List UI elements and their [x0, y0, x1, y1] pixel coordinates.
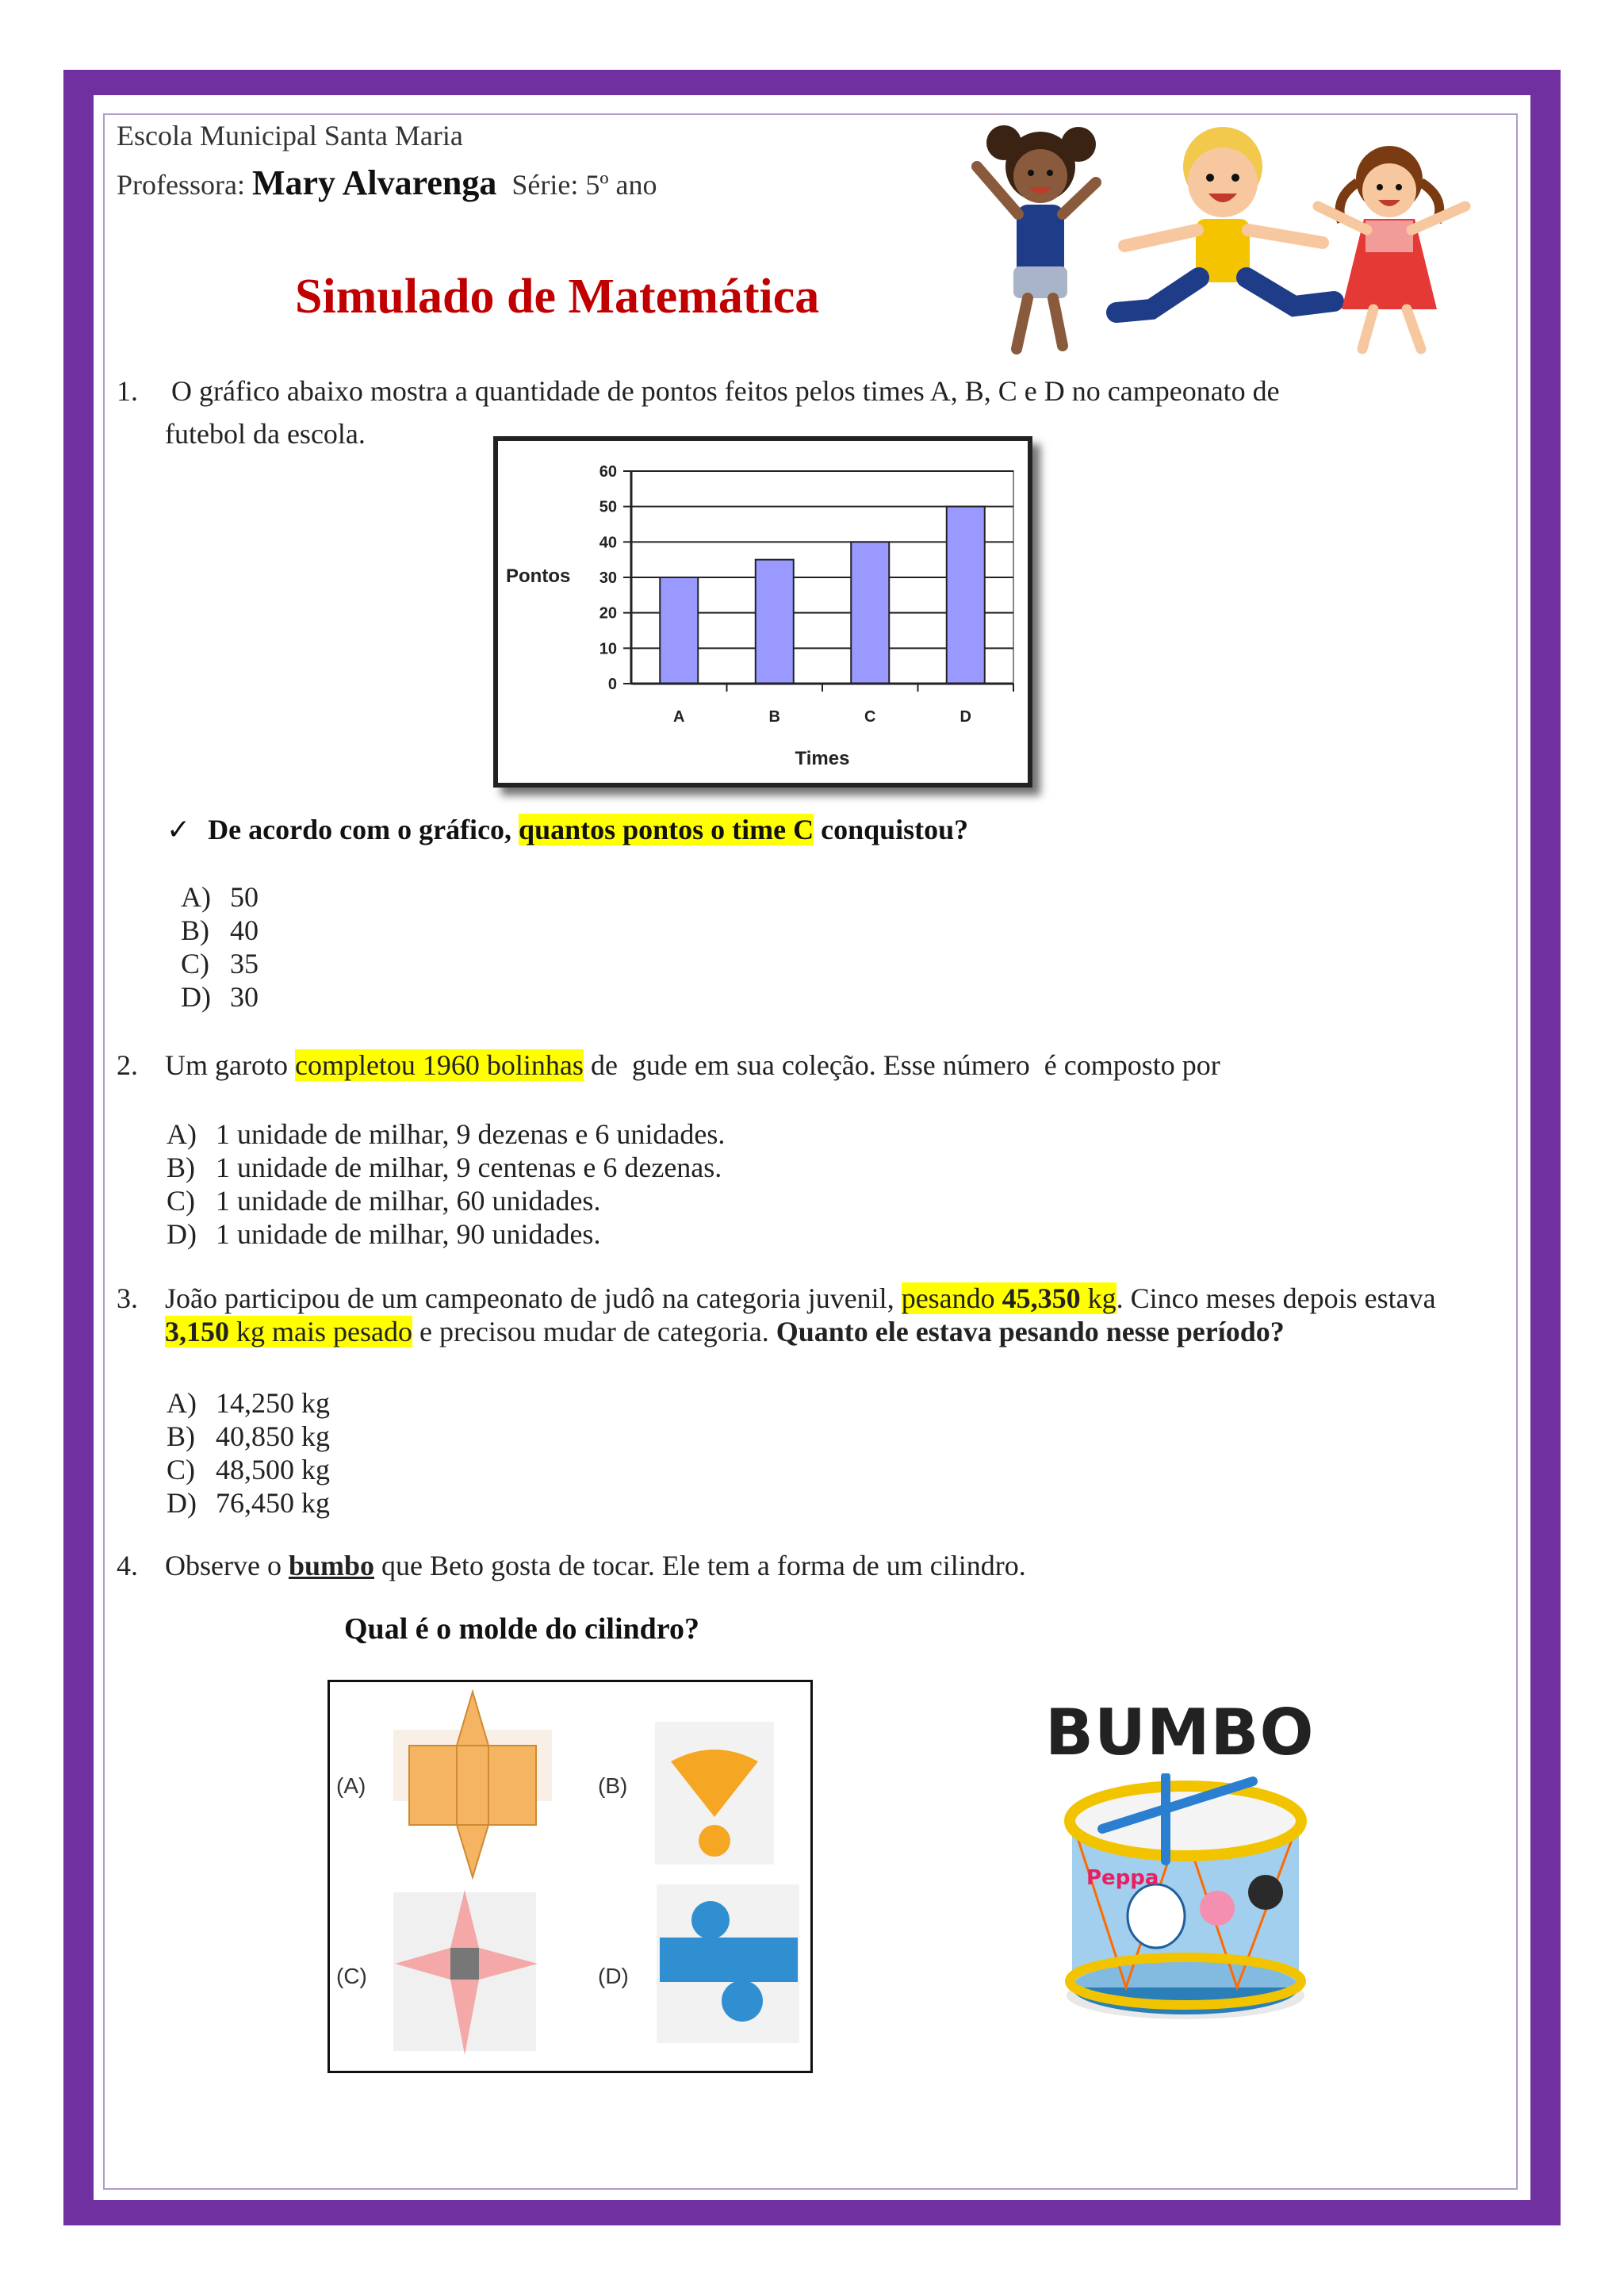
page-title: Simulado de Matemática — [295, 270, 820, 324]
q2-option-b[interactable] — [167, 1151, 725, 1184]
option-text: 40,850 kg — [216, 1420, 330, 1452]
option-text: 1 unidade de milhar, 9 centenas e 6 dezenas. — [216, 1152, 722, 1183]
q3-text-line2 — [165, 1315, 1285, 1348]
option-text: 1 unidade de milhar, 90 unidades. — [216, 1218, 601, 1250]
q4-number: 4. — [117, 1550, 138, 1581]
chart-y-tick-label: 60 — [599, 463, 617, 481]
q2-option-a[interactable] — [167, 1117, 725, 1151]
q3-text-mid: . Cinco meses depois estava — [1116, 1282, 1436, 1314]
q2-text-highlight: completou 1960 bolinhas — [294, 1049, 584, 1081]
q4-nets-panel — [327, 1680, 813, 2073]
net-label-c: (C) — [336, 1964, 367, 1988]
q2-option-c[interactable] — [167, 1184, 725, 1217]
q4-bumbo-word: bumbo — [288, 1550, 375, 1581]
net-a-prism — [393, 1692, 552, 1877]
option-letter: A) — [181, 881, 211, 913]
option-text: 76,450 kg — [216, 1487, 330, 1519]
q3-option-c[interactable] — [167, 1453, 330, 1486]
net-label-a: (A) — [336, 1773, 366, 1798]
option-letter: B) — [181, 914, 209, 946]
children-illustration — [961, 111, 1484, 373]
net-label-b: (B) — [598, 1773, 628, 1798]
option-letter: D) — [181, 981, 211, 1013]
option-text: 50 — [230, 881, 259, 913]
q1-chart-frame — [493, 436, 1032, 788]
chart-bar-c — [851, 542, 889, 684]
chart-y-tick-label: 30 — [599, 569, 617, 587]
drum-caption: BUMBO — [1045, 1696, 1315, 1769]
option-letter: B) — [167, 1152, 195, 1183]
q2-text-start: Um garoto — [165, 1049, 295, 1081]
q1-option-b[interactable] — [181, 914, 259, 947]
option-letter: D) — [167, 1218, 197, 1250]
q3-question: Quanto ele estava pesando nesse período? — [776, 1316, 1285, 1347]
q3-number: 3. — [117, 1282, 138, 1314]
girl-right-figure — [1318, 146, 1465, 349]
q3-options — [167, 1386, 330, 1520]
option-letter: C) — [167, 1454, 195, 1485]
q4-text — [165, 1549, 1026, 1582]
q1-number: 1. — [117, 375, 138, 407]
teacher-name: Mary Alvarenga — [251, 163, 497, 202]
option-text: 35 — [230, 948, 259, 979]
q2-number: 2. — [117, 1049, 138, 1081]
q3-weight-highlight — [902, 1282, 1116, 1314]
option-text: 1 unidade de milhar, 9 dezenas e 6 unidades. — [216, 1118, 726, 1150]
girl-left-figure — [977, 125, 1096, 349]
chart-bar-b — [756, 560, 794, 684]
q2-options — [167, 1117, 725, 1251]
q1-prompt-end: conquistou? — [814, 814, 969, 845]
q1-prompt-highlight: quantos pontos o time C — [519, 814, 814, 845]
q1-text-line1: O gráfico abaixo mostra a quantidade de pontos feitos pelos times A, B, C e D no campeonato de — [171, 375, 1280, 407]
chart-x-tick-label: B — [768, 708, 780, 726]
q2-text-end: de gude em sua coleção. Esse número é composto por — [583, 1049, 1220, 1081]
q4-question: Qual é o molde do cilindro? — [344, 1612, 699, 1646]
chart-x-tick-label: A — [673, 708, 685, 726]
chart-y-tick-label: 50 — [599, 498, 617, 516]
option-letter: D) — [167, 1487, 197, 1519]
cylinder-nets-figure — [330, 1682, 810, 2071]
net-b-cone — [655, 1722, 774, 1865]
chart-x-tick-label: C — [864, 708, 876, 726]
chart-bar-d — [947, 507, 985, 684]
q3-text-line1 — [165, 1282, 1436, 1315]
q3-gain-number: 3,150 — [165, 1316, 229, 1347]
chart-y-tick-label: 0 — [607, 676, 617, 693]
boy-middle-figure — [1116, 127, 1334, 312]
option-text: 40 — [230, 914, 259, 946]
chart-y-tick-label: 20 — [599, 604, 617, 623]
q1-option-a[interactable] — [181, 880, 259, 914]
q4-text-start: Observe o — [165, 1550, 289, 1581]
net-c-pyramid — [393, 1890, 538, 2055]
chart-y-tick-label: 40 — [599, 534, 617, 552]
q1-prompt — [167, 813, 968, 846]
grade-label: Série: 5º ano — [511, 169, 657, 201]
teacher-label: Professora: — [117, 169, 245, 201]
school-name: Escola Municipal Santa Maria — [117, 120, 463, 151]
q4-text-end: que Beto gosta de tocar. Ele tem a forma de um cilindro. — [374, 1550, 1026, 1581]
teacher-line — [117, 163, 657, 205]
q1-option-d[interactable] — [181, 980, 259, 1014]
q3-hl-unit: kg — [1080, 1282, 1116, 1314]
option-letter: C) — [167, 1185, 195, 1217]
q3-gain-text: kg mais pesado — [229, 1316, 412, 1347]
q3-hl-word: pesando — [901, 1282, 1002, 1314]
q1-prompt-start: De acordo com o gráfico, — [208, 814, 519, 845]
option-letter: A) — [167, 1118, 197, 1150]
drum-illustration — [1055, 1773, 1316, 2027]
chart-y-tick-label: 10 — [599, 640, 617, 658]
q3-hl-number: 45,350 — [1002, 1282, 1081, 1314]
chart-x-tick-label: D — [959, 708, 971, 726]
option-letter: C) — [181, 948, 209, 979]
chart-bar-a — [660, 577, 698, 684]
chart-y-axis-label: Pontos — [506, 565, 571, 587]
option-letter: A) — [167, 1387, 197, 1419]
option-text: 1 unidade de milhar, 60 unidades. — [216, 1185, 601, 1217]
q1-options — [181, 880, 259, 1014]
checkmark-icon: ✓ — [167, 814, 191, 845]
q3-text-start: João participou de um campeonato de judô na categoria juvenil, — [165, 1282, 902, 1314]
q3-text-rest: e precisou mudar de categoria. — [412, 1316, 776, 1347]
q1-bar-chart — [498, 441, 1028, 783]
option-letter: B) — [167, 1420, 195, 1452]
drum-logo: Peppa — [1086, 1866, 1159, 1890]
q2-option-d[interactable] — [167, 1217, 725, 1251]
q2-text — [165, 1048, 1220, 1082]
chart-x-axis-label: Times — [795, 748, 850, 769]
q3-gain-highlight — [165, 1316, 412, 1347]
option-text: 48,500 kg — [216, 1454, 330, 1485]
net-label-d: (D) — [598, 1964, 629, 1988]
q3-option-b[interactable] — [167, 1420, 330, 1453]
q3-option-d[interactable] — [167, 1486, 330, 1520]
q3-option-a[interactable] — [167, 1386, 330, 1420]
option-text: 30 — [230, 981, 259, 1013]
option-text: 14,250 kg — [216, 1387, 330, 1419]
q1-option-c[interactable] — [181, 947, 259, 980]
net-d-cylinder — [657, 1884, 799, 2043]
q1-text-line2: futebol da escola. — [165, 418, 366, 450]
